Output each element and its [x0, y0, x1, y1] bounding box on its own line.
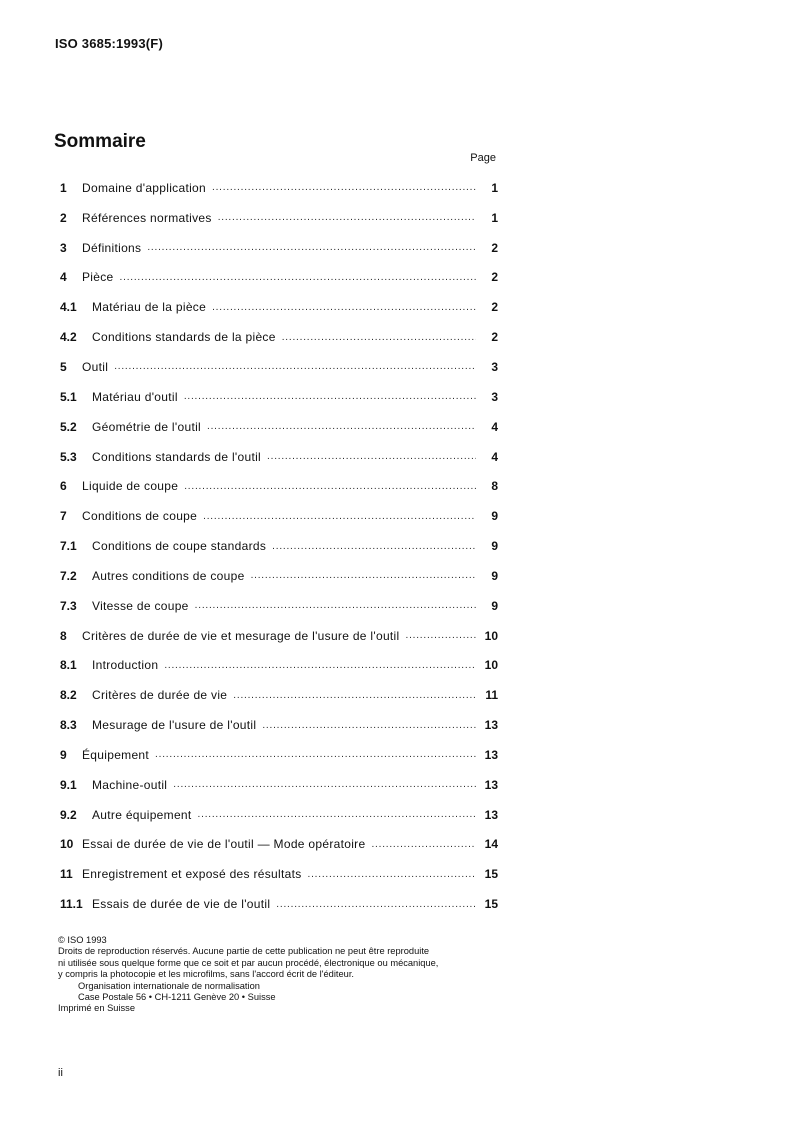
- toc-entry[interactable]: [60, 471, 498, 501]
- toc-entry-number: 7: [60, 509, 67, 524]
- toc-entry-number: 8: [60, 628, 67, 643]
- toc-entry[interactable]: [60, 352, 498, 382]
- toc-entry[interactable]: [60, 621, 498, 651]
- toc-entry-number: 4.1: [60, 300, 77, 315]
- toc-entry-label: Essai de durée de vie de l'outil — Mode opératoire: [82, 837, 366, 852]
- toc-entry[interactable]: [60, 710, 498, 740]
- toc-entry-label: Pièce: [82, 270, 114, 285]
- toc-dot-leader: [195, 600, 476, 611]
- toc-dot-leader: [198, 809, 476, 820]
- toc-dot-leader: [218, 212, 476, 223]
- toc-entry-number: 9.1: [60, 777, 77, 792]
- copyright-line: y compris la photocopie et les microfilms, sans l'accord écrit de l'éditeur.: [58, 969, 355, 980]
- toc-entry-label: Critères de durée de vie: [92, 688, 228, 703]
- copyright-line: © ISO 1993: [58, 935, 107, 945]
- toc-entry[interactable]: [60, 680, 498, 710]
- toc-entry-label: Mesurage de l'usure de l'outil: [92, 718, 257, 733]
- toc-dot-leader: [282, 332, 476, 343]
- page-title: Sommaire: [54, 131, 146, 152]
- toc-entry-page: 2: [491, 330, 498, 345]
- toc-entry-page: 2: [491, 300, 498, 315]
- toc-entry-number: 4.2: [60, 330, 77, 345]
- toc-entry-label: Outil: [82, 359, 109, 374]
- toc-entry[interactable]: [60, 830, 498, 860]
- toc-dot-leader: [272, 541, 476, 552]
- toc-dot-leader: [371, 839, 476, 850]
- toc-entry[interactable]: [60, 412, 498, 442]
- toc-dot-leader: [184, 481, 476, 492]
- toc-entry-label: Enregistrement et exposé des résultats: [82, 867, 302, 882]
- toc-dot-leader: [267, 451, 476, 462]
- toc-dot-leader: [184, 391, 476, 402]
- toc-entry-page: 2: [491, 240, 498, 255]
- toc-entry-number: 9.2: [60, 807, 77, 822]
- toc-entry-label: Conditions de coupe standards: [92, 539, 267, 554]
- copyright-line: Droits de reproduction réservés. Aucune partie de cette publication ne peut être reproduite: [58, 946, 430, 957]
- toc-entry-number: 6: [60, 479, 67, 494]
- toc-dot-leader: [173, 779, 476, 790]
- copyright-notice: [58, 935, 503, 1015]
- toc-dot-leader: [203, 511, 476, 522]
- toc-entry-label: Machine-outil: [92, 777, 168, 792]
- toc-entry-label: Conditions standards de l'outil: [92, 449, 262, 464]
- toc-entry-number: 8.3: [60, 718, 77, 733]
- toc-entry-label: Géométrie de l'outil: [92, 419, 202, 434]
- toc-entry[interactable]: [60, 531, 498, 561]
- document-id: ISO 3685:1993(F): [55, 36, 163, 51]
- toc-entry-label: Critères de durée de vie et mesurage de l'usure de l'outil: [82, 628, 400, 643]
- toc-entry-page: 13: [484, 807, 498, 822]
- toc-entry-page: 14: [484, 837, 498, 852]
- toc-entry-number: 7.2: [60, 568, 77, 583]
- toc-entry[interactable]: [60, 203, 498, 233]
- toc-entry[interactable]: [60, 770, 498, 800]
- toc-entry[interactable]: [60, 382, 498, 412]
- toc-entry-number: 11: [60, 867, 73, 882]
- toc-entry[interactable]: [60, 651, 498, 681]
- toc-entry-number: 5.2: [60, 419, 77, 434]
- toc-entry-page: 3: [491, 359, 498, 374]
- toc-dot-leader: [147, 242, 476, 253]
- toc-entry-page: 3: [491, 389, 498, 404]
- toc-entry-page: 1: [491, 210, 498, 225]
- page-number: ii: [58, 1067, 63, 1079]
- toc-entry[interactable]: [60, 889, 498, 919]
- toc-entry[interactable]: [60, 233, 498, 263]
- toc-entry-label: Autre équipement: [92, 807, 192, 822]
- toc-entry-number: 5.3: [60, 449, 77, 464]
- toc-entry[interactable]: [60, 322, 498, 352]
- toc-entry[interactable]: [60, 263, 498, 293]
- toc-entry-number: 4: [60, 270, 67, 285]
- toc-dot-leader: [262, 720, 476, 731]
- toc-entry-page: 9: [491, 598, 498, 613]
- copyright-line: ni utilisée sous quelque forme que ce soit et par aucun procédé, électronique ou mécanique,: [58, 957, 439, 968]
- toc-entry-page: 10: [484, 658, 498, 673]
- toc-entry[interactable]: [60, 591, 498, 621]
- toc-entry-page: 13: [484, 747, 498, 762]
- toc-entry-label: Essais de durée de vie de l'outil: [92, 897, 271, 912]
- toc-dot-leader: [114, 361, 476, 372]
- toc-dot-leader: [155, 749, 476, 760]
- toc-entry[interactable]: [60, 859, 498, 889]
- toc-entry-page: 15: [484, 897, 498, 912]
- toc-entry-page: 13: [484, 718, 498, 733]
- toc-entry[interactable]: [60, 292, 498, 322]
- table-of-contents: [60, 173, 498, 919]
- toc-entry-label: Matériau de la pièce: [92, 300, 207, 315]
- page-column-label: Page: [470, 152, 496, 164]
- toc-entry-page: 4: [491, 449, 498, 464]
- toc-entry-label: Autres conditions de coupe: [92, 568, 245, 583]
- toc-entry-label: Équipement: [82, 747, 150, 762]
- toc-entry-number: 2: [60, 210, 67, 225]
- toc-dot-leader: [212, 302, 476, 313]
- toc-entry-number: 3: [60, 240, 67, 255]
- toc-entry-page: 9: [491, 509, 498, 524]
- toc-entry-number: 7.1: [60, 539, 77, 554]
- toc-dot-leader: [251, 570, 476, 581]
- toc-dot-leader: [276, 899, 476, 910]
- toc-entry-number: 1: [60, 180, 67, 195]
- toc-entry-number: 10: [60, 837, 74, 852]
- toc-entry-number: 8.1: [60, 658, 77, 673]
- toc-entry-label: Définitions: [82, 240, 142, 255]
- toc-entry-number: 9: [60, 747, 67, 762]
- toc-entry[interactable]: [60, 800, 498, 830]
- toc-entry-page: 10: [484, 628, 498, 643]
- toc-entry[interactable]: [60, 501, 498, 531]
- toc-entry-number: 5.1: [60, 389, 77, 404]
- toc-dot-leader: [207, 421, 476, 432]
- toc-entry-label: Domaine d'application: [82, 180, 206, 195]
- toc-entry[interactable]: [60, 561, 498, 591]
- toc-entry-page: 13: [484, 777, 498, 792]
- toc-dot-leader: [405, 630, 476, 641]
- organisation-name: Organisation internationale de normalisation: [78, 980, 260, 991]
- printed-in: Imprimé en Suisse: [58, 1003, 135, 1014]
- toc-dot-leader: [308, 869, 476, 880]
- toc-entry-label: Conditions standards de la pièce: [92, 330, 276, 345]
- toc-dot-leader: [212, 182, 476, 193]
- toc-entry-page: 2: [491, 270, 498, 285]
- toc-entry-page: 4: [491, 419, 498, 434]
- toc-entry-label: Vitesse de coupe: [92, 598, 189, 613]
- toc-entry-page: 9: [491, 539, 498, 554]
- toc-entry-page: 9: [491, 568, 498, 583]
- toc-entry-label: Matériau d'outil: [92, 389, 178, 404]
- toc-entry-label: Introduction: [92, 658, 159, 673]
- toc-entry-label: Conditions de coupe: [82, 509, 198, 524]
- toc-entry-page: 11: [485, 688, 498, 703]
- toc-dot-leader: [233, 690, 476, 701]
- toc-entry-page: 8: [491, 479, 498, 494]
- toc-entry-label: Liquide de coupe: [82, 479, 179, 494]
- toc-entry[interactable]: [60, 740, 498, 770]
- toc-entry-number: 8.2: [60, 688, 77, 703]
- toc-entry[interactable]: [60, 173, 498, 203]
- organisation-address: Case Postale 56 • CH-1211 Genève 20 • Suisse: [78, 992, 276, 1003]
- toc-entry[interactable]: [60, 442, 498, 472]
- toc-entry-label: Références normatives: [82, 210, 212, 225]
- toc-entry-number: 11.1: [60, 897, 83, 912]
- toc-dot-leader: [120, 272, 476, 283]
- toc-entry-number: 5: [60, 359, 67, 374]
- toc-entry-number: 7.3: [60, 598, 77, 613]
- toc-dot-leader: [164, 660, 476, 671]
- toc-entry-page: 15: [484, 867, 498, 882]
- toc-entry-page: 1: [491, 180, 498, 195]
